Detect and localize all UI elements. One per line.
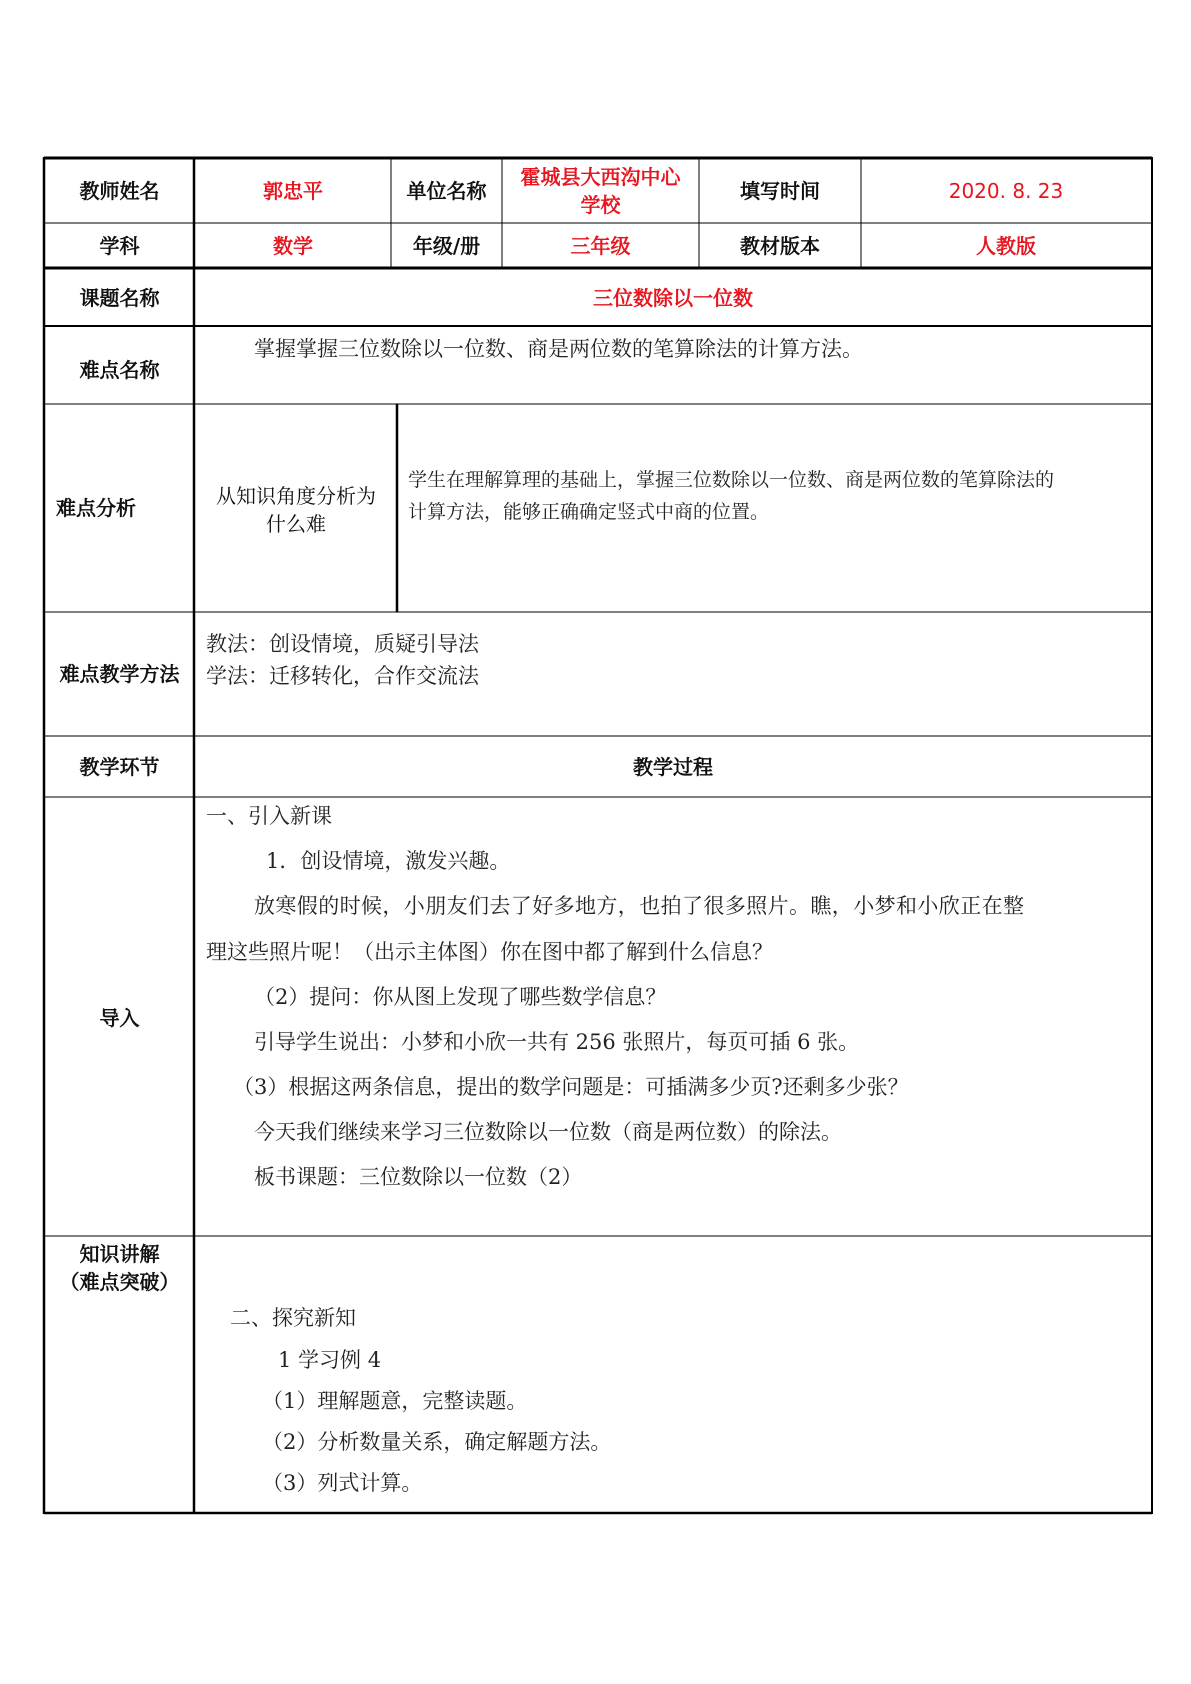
analysis-text-line-1: 学生在理解算理的基础上，掌握三位数除以一位数、商是两位数的笔算除法的 [408, 469, 1055, 491]
unit-name-label: 单位名称 [406, 179, 487, 203]
intro-line-9: 板书课题：三位数除以一位数（2） [254, 1165, 583, 1189]
intro-line-2: 1．创设情境，激发兴趣。 [266, 849, 511, 873]
subject-value: 数学 [273, 233, 313, 258]
teacher-name-value: 郭忠平 [263, 179, 323, 203]
explain-line-1: 二、探究新知 [230, 1306, 356, 1330]
explain-line-4: （2）分析数量关系，确定解题方法。 [262, 1430, 612, 1454]
analysis-text-line-2: 计算方法，能够正确确定竖式中商的位置。 [408, 501, 770, 523]
intro-line-1: 一、引入新课 [206, 804, 332, 828]
explain-line-3: （1）理解题意，完整读题。 [262, 1389, 528, 1413]
teaching-method-line-2: 学法：迁移转化，合作交流法 [206, 664, 479, 688]
intro-line-7: （3）根据这两条信息，提出的数学问题是：可插满多少页?还剩多少张？ [233, 1075, 909, 1099]
explain-stage-label-2: （难点突破） [59, 1270, 180, 1294]
intro-line-4: 理这些照片呢！（出示主体图）你在图中都了解到什么信息？ [206, 940, 773, 964]
teaching-method-line-1: 教法：创设情境，质疑引导法 [206, 632, 479, 656]
fill-date-label: 填写时间 [740, 179, 820, 203]
subject-label: 学科 [99, 233, 140, 258]
topic-label: 课题名称 [79, 285, 160, 310]
explain-stage-label [46, 1238, 193, 1298]
teaching-stage-header: 教学环节 [79, 755, 160, 779]
explain-stage-label-1: 知识讲解 [79, 1242, 160, 1266]
fill-date-value: 2020. 8. 23 [948, 179, 1064, 203]
intro-line-8: 今天我们继续来学习三位数除以一位数（商是两位数）的除法。 [254, 1120, 842, 1144]
explain-line-5: （3）列式计算。 [262, 1471, 423, 1495]
topic-value: 三位数除以一位数 [593, 285, 753, 310]
analysis-angle-line-2: 什么难 [266, 512, 326, 536]
unit-name-line-1: 霍城县大西沟中心 [520, 165, 681, 189]
teaching-process-header: 教学过程 [633, 755, 713, 779]
difficulty-name-label: 难点名称 [79, 358, 160, 382]
intro-line-5: （2）提问：你从图上发现了哪些数学信息？ [254, 985, 667, 1009]
grade-label: 年级/册 [412, 233, 481, 258]
edition-label: 教材版本 [740, 233, 820, 258]
difficulty-name-text: 掌握掌握三位数除以一位数、商是两位数的笔算除法的计算方法。 [254, 337, 863, 361]
unit-name-line-2: 学校 [580, 193, 621, 217]
grade-value: 三年级 [570, 233, 631, 258]
unit-name-value [503, 160, 698, 222]
difficulty-analysis-label: 难点分析 [56, 496, 136, 520]
analysis-angle-label [196, 478, 396, 542]
edition-value: 人教版 [976, 233, 1036, 258]
intro-line-6: 引导学生说出：小梦和小欣一共有 256 张照片，每页可插 6 张。 [254, 1030, 860, 1054]
teacher-name-label: 教师姓名 [79, 179, 160, 203]
teaching-method-label: 难点教学方法 [59, 662, 180, 686]
explain-line-2: 1 学习例 4 [278, 1348, 382, 1372]
analysis-angle-line-1: 从知识角度分析为 [216, 484, 376, 508]
intro-line-3: 放寒假的时候，小朋友们去了好多地方，也拍了很多照片。瞧，小梦和小欣正在整 [254, 894, 1025, 918]
intro-stage-label: 导入 [99, 1006, 140, 1030]
